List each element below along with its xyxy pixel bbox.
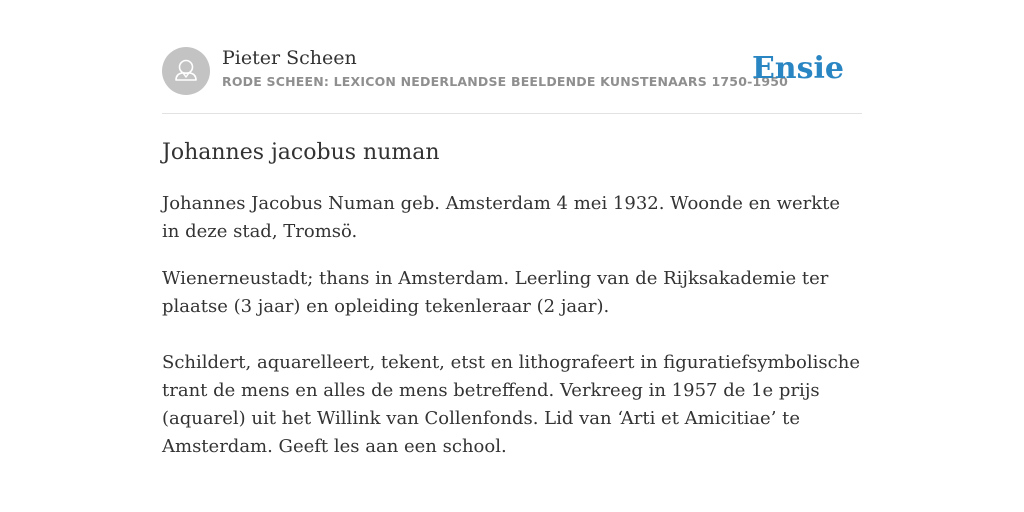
user-silhouette-icon <box>162 47 210 95</box>
entry-title: Johannes jacobus numan <box>162 140 440 165</box>
ensie-logo[interactable]: Ensie <box>751 51 844 86</box>
source-title[interactable]: RODE SCHEEN: LEXICON NEDERLANDSE BEELDENDE KUNSTENAARS 1750-1950 <box>222 74 789 89</box>
author-avatar[interactable] <box>162 47 210 95</box>
header-divider <box>162 113 862 114</box>
entry-card <box>162 0 862 512</box>
author-name[interactable]: Pieter Scheen <box>222 47 357 69</box>
entry-paragraph: Wienerneustadt; thans in Amsterdam. Leerling van de Rijksakademie ter plaatse (3 jaar) en opleiding tekenleraar (2 jaar). <box>162 268 829 317</box>
entry-header <box>162 46 862 96</box>
entry-paragraph: Johannes Jacobus Numan geb. Amsterdam 4 mei 1932. Woonde en werkte in deze stad, Tromsö. <box>162 193 841 242</box>
entry-paragraph: Schildert, aquarelleert, tekent, etst en lithografeert in figuratiefsymbolische trant de mens en alles de mens betreffend. Verkreeg in 1957 de 1e prijs (aquarel) uit het Willink van Collenfonds. Lid van ‘Arti et Amicitiae’ te Amsterdam. Geeft les aan een school. <box>162 352 860 457</box>
